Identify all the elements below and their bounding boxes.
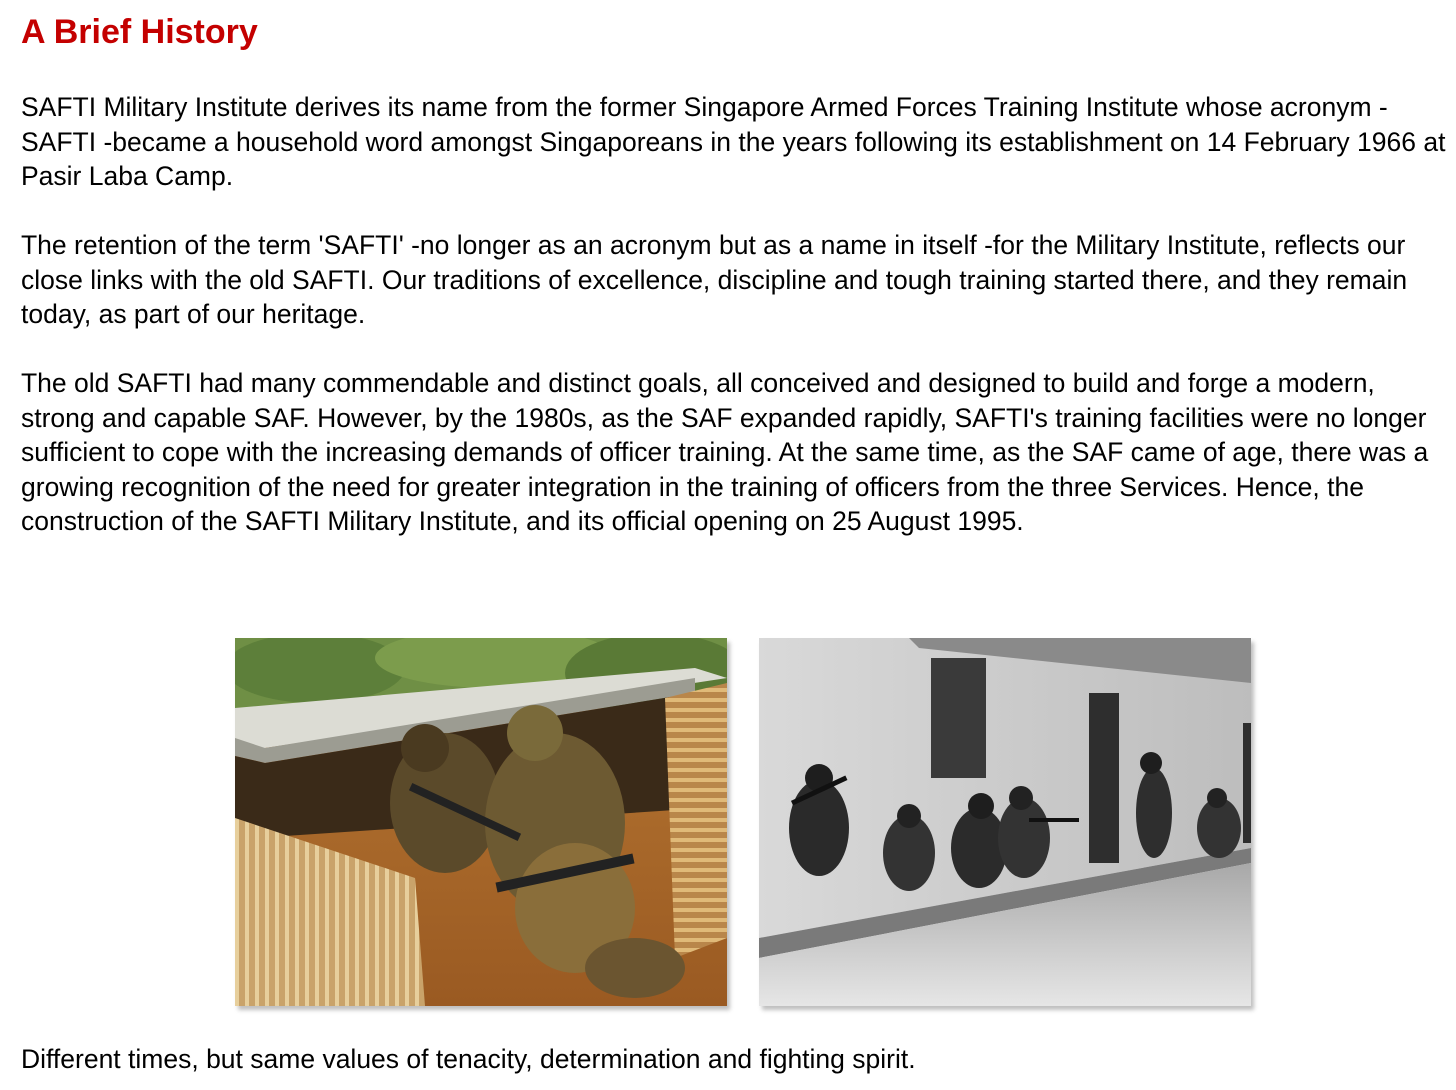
trench-soldiers-photo [235,638,727,1006]
paragraph-origin: SAFTI Military Institute derives its name from the former Singapore Armed Forces Training Institute whose acronym -SAFTI -became a household word amongst Singaporeans in the years following its establishment on 14 February 1966 at Pasir Laba Camp. [21,92,1446,191]
photo-row [235,638,1255,1012]
page-title: A Brief History [21,13,258,51]
paragraph-new-institute: The old SAFTI had many commendable and distinct goals, all conceived and designed to build and forge a modern, strong and capable SAF. However, by the 1980s, as the SAF expanded rapidly, SAFTI's training facilities were no longer sufficient to cope with the increasing demands of officer training. At the same time, as the SAF came of age, there was a growing recognition of the need for greater integration in the training of officers from the three Services. Hence, the construction of the SAFTI Military Institute, and its official opening on 25 August 1995. [21,368,1429,536]
photo-caption: Different times, but same values of tenacity, determination and fighting spirit. [21,1044,916,1074]
trench-soldiers-photo-icon [235,638,727,1006]
building-soldiers-photo [759,638,1251,1006]
building-soldiers-photo-icon [759,638,1251,1006]
paragraph-name-retention: The retention of the term 'SAFTI' -no longer as an acronym but as a name in itself -for the Military Institute, reflects our close links with the old SAFTI. Our traditions of excellence, discipline and tough training started there, and they remain today, as part of our heritage. [21,230,1408,329]
